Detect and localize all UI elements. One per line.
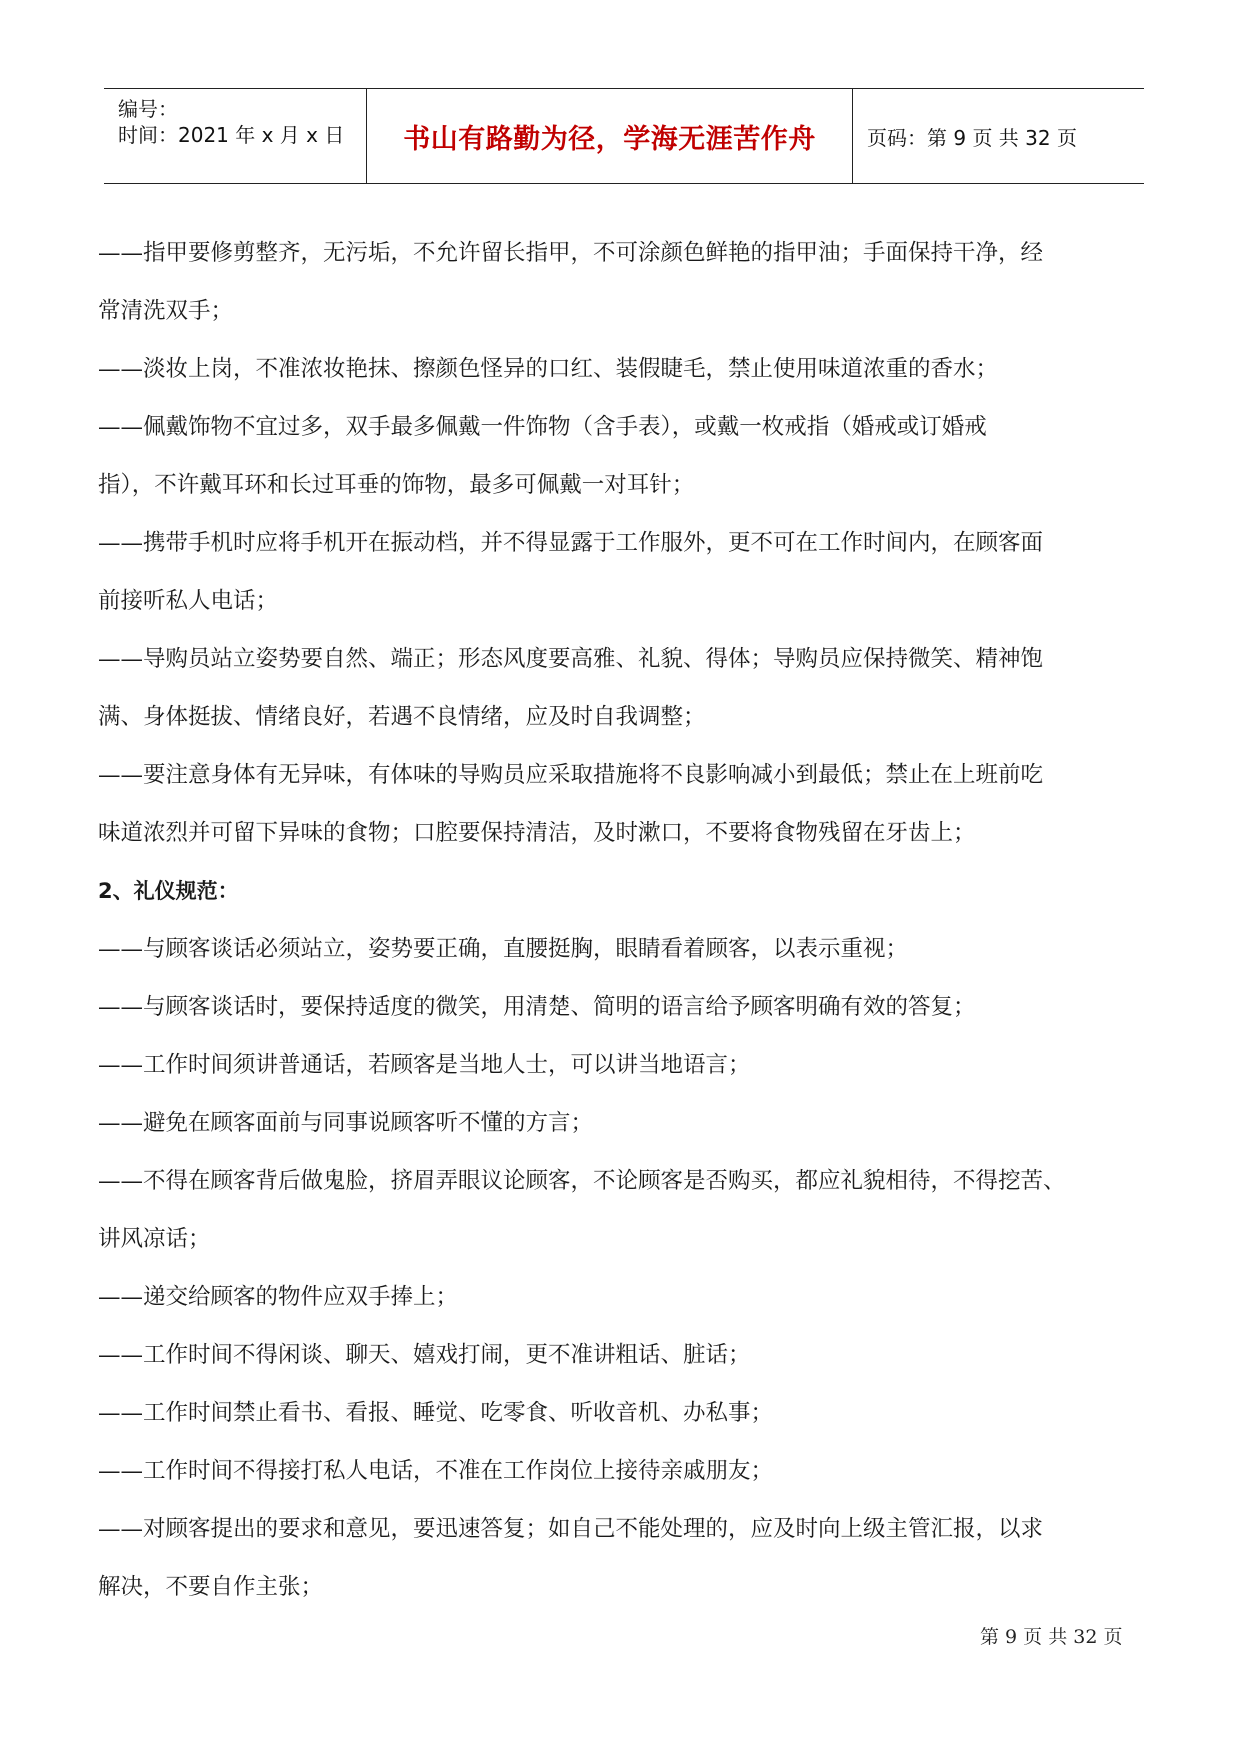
header-left-cell bbox=[104, 89, 367, 183]
header-page-cell bbox=[853, 89, 1144, 183]
section-heading: 2、礼仪规范： bbox=[98, 879, 239, 903]
page-footer-number: 第 9 页 共 32 页 bbox=[980, 1626, 1123, 1648]
page-header bbox=[104, 88, 1144, 184]
body-line: ——与顾客谈话时，要保持适度的微笑，用清楚、简明的语言给予顾客明确有效的答复； bbox=[98, 994, 976, 1020]
body-line: ——工作时间须讲普通话，若顾客是当地人士，可以讲当地语言； bbox=[98, 1052, 751, 1078]
body-line: 常清洗双手； bbox=[98, 298, 234, 324]
document-time-label: 时间：2021 年 x 月 x 日 bbox=[118, 123, 345, 147]
document-body bbox=[98, 224, 1144, 1616]
header-page-number: 页码：第 9 页 共 32 页 bbox=[867, 125, 1077, 150]
body-line: 解决，不要自作主张； bbox=[98, 1574, 324, 1600]
body-line: ——指甲要修剪整齐，无污垢，不允许留长指甲，不可涂颜色鲜艳的指甲油；手面保持干净，经 bbox=[98, 240, 1044, 266]
body-line: ——避免在顾客面前与同事说顾客听不懂的方言； bbox=[98, 1110, 594, 1136]
body-line: ——携带手机时应将手机开在振动档，并不得显露于工作服外，更不可在工作时间内，在顾客面 bbox=[98, 530, 1044, 556]
body-line: 前接听私人电话； bbox=[98, 588, 279, 614]
body-line: ——工作时间不得闲谈、聊天、嬉戏打闹，更不准讲粗话、脏话； bbox=[98, 1342, 751, 1368]
body-line: ——对顾客提出的要求和意见，要迅速答复；如自己不能处理的，应及时向上级主管汇报，以求 bbox=[98, 1516, 1044, 1542]
body-line: 味道浓烈并可留下异味的食物；口腔要保持清洁，及时漱口，不要将食物残留在牙齿上； bbox=[98, 820, 976, 846]
body-line: 满、身体挺拔、情绪良好，若遇不良情绪，应及时自我调整； bbox=[98, 704, 706, 730]
body-line: ——递交给顾客的物件应双手捧上； bbox=[98, 1284, 459, 1310]
body-line: ——不得在顾客背后做鬼脸，挤眉弄眼议论顾客，不论顾客是否购买，都应礼貌相待，不得挖苦、 bbox=[98, 1168, 1066, 1194]
header-motto-cell bbox=[367, 89, 853, 183]
body-line: ——与顾客谈话必须站立，姿势要正确，直腰挺胸，眼睛看着顾客，以表示重视； bbox=[98, 936, 909, 962]
body-line: ——要注意身体有无异味，有体味的导购员应采取措施将不良影响减小到最低；禁止在上班前吃 bbox=[98, 762, 1044, 788]
header-motto: 书山有路勤为径，学海无涯苦作舟 bbox=[403, 123, 816, 155]
body-line: ——导购员站立姿势要自然、端正；形态风度要高雅、礼貌、得体；导购员应保持微笑、精神饱 bbox=[98, 646, 1044, 672]
body-line: ——工作时间禁止看书、看报、睡觉、吃零食、听收音机、办私事； bbox=[98, 1400, 774, 1426]
document-number-label: 编号： bbox=[118, 97, 178, 121]
body-line: 讲风凉话； bbox=[98, 1226, 211, 1252]
body-line: ——淡妆上岗，不准浓妆艳抹、擦颜色怪异的口红、装假睫毛，禁止使用味道浓重的香水； bbox=[98, 356, 999, 382]
body-line: ——工作时间不得接打私人电话，不准在工作岗位上接待亲戚朋友； bbox=[98, 1458, 774, 1484]
body-line: ——佩戴饰物不宜过多，双手最多佩戴一件饰物（含手表），或戴一枚戒指（婚戒或订婚戒 bbox=[98, 414, 987, 440]
body-line: 指），不许戴耳环和长过耳垂的饰物，最多可佩戴一对耳针； bbox=[98, 472, 695, 498]
